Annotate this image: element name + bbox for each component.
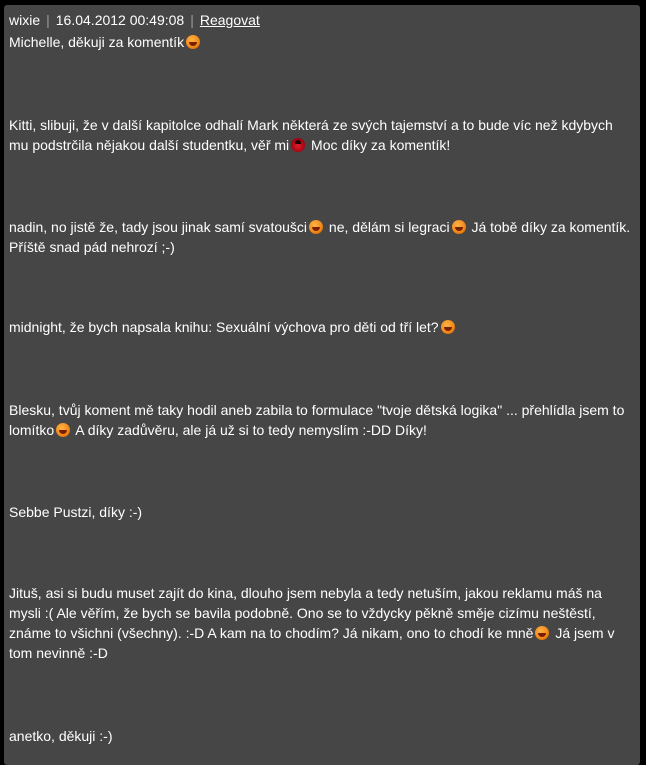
paragraph-text: Já jsem v tom nevinně :-D [9,625,615,661]
comment-timestamp: 16.04.2012 00:49:08 [55,11,185,28]
paragraph-text: Sebbe Pustzi, díky :-) [9,504,143,520]
paragraph-text: Moc díky za komentík! [307,137,451,153]
grinning-smiley-icon [56,423,70,437]
paragraph-text: Kitti, slibuji, že v další kapitolce odhalí Mark některá ze svých tajemství a to bude víc než kdybych mu podstrčila nějakou další studentku, věř mi [9,117,613,153]
comment-paragraph [9,502,631,522]
header-separator: | [190,11,194,28]
header-separator: | [46,11,50,28]
grinning-smiley-icon [535,626,549,640]
paragraph-text: Blesku, tvůj koment mě taky hodil aneb zabila to formulace "tvoje dětská logika" ... přehlídla jsem to lomítko [9,402,625,438]
comment-paragraph [9,115,631,155]
ladybug-icon [291,138,305,152]
paragraph-text: Jituš, asi si budu muset zajít do kina, dlouho jsem nebyla a tedy netuším, jakou reklamu máš na mysli :( Ale věřím, že bych se bavila podobně. Ono se to vždycky pěkně směje cizímu neštěstí, známe to všichni (všechny). :-D A kam na to chodím? Já nikam, ono to chodí ke mně [9,585,602,641]
comment-box [4,5,640,765]
grinning-smiley-icon [309,220,323,234]
paragraph-text: anetko, děkuji :-) [9,728,113,744]
paragraph-text: midnight, že bych napsala knihu: Sexuální výchova pro děti od tří let? [9,319,439,335]
paragraph-text: Michelle, děkuji za komentík [9,34,185,50]
comment-header [9,11,635,28]
paragraph-text: ne, dělám si legraci [325,219,450,235]
paragraph-text: nadin, no jistě že, tady jsou jinak samí svatoušci [9,219,308,235]
reply-link[interactable]: Reagovat [199,11,260,28]
paragraph-text: A díky zadůvěru, ale já už si to tedy nemyslím :-DD Díky! [72,422,427,438]
grinning-smiley-icon [186,35,200,49]
comment-paragraph [9,583,631,663]
comment-paragraph [9,32,631,52]
grinning-smiley-icon [441,320,455,334]
comment-paragraph [9,217,631,257]
paragraph-text: Já tobě díky za komentík. Příště snad pád nehrozí ;-) [9,219,631,255]
comment-paragraph [9,317,631,337]
comment-paragraph [9,726,631,746]
comment-paragraph [9,400,631,440]
grinning-smiley-icon [452,220,466,234]
comment-author: wixie [9,11,41,28]
